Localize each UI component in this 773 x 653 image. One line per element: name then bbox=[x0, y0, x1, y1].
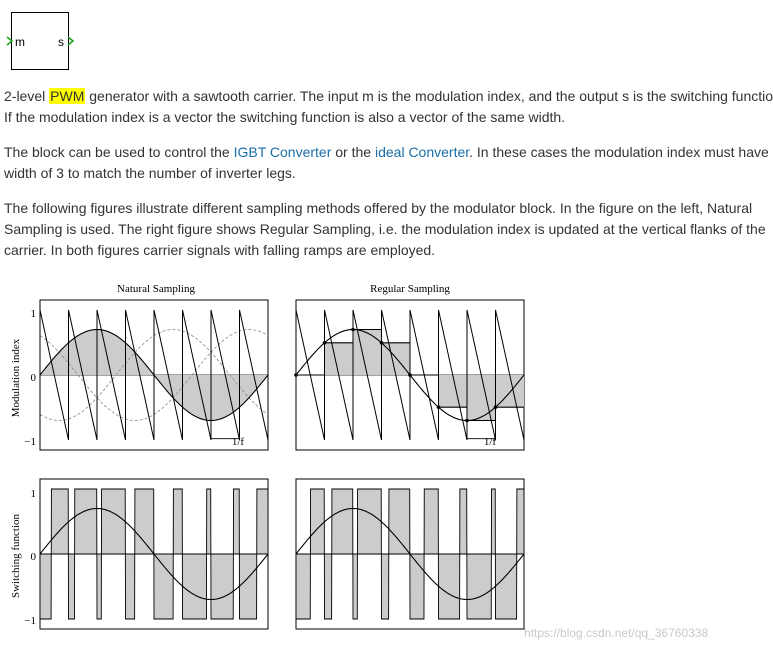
ideal-converter-link[interactable]: ideal Converter bbox=[374, 144, 470, 160]
period-label-right: 1/f bbox=[483, 436, 497, 448]
output-port-label: s bbox=[58, 35, 64, 49]
period-label-left: 1/f bbox=[231, 436, 245, 448]
regular-sampling-switching-panel bbox=[296, 479, 524, 629]
p3-line-1: The following figures illustrate different sampling methods offered by the modulator block. In the figure on the left, Natural bbox=[4, 200, 753, 216]
input-port-arrow-icon bbox=[6, 36, 14, 46]
paragraph-3 bbox=[4, 198, 773, 261]
p1-line-2: If the modulation index is a vector the switching function is also a vector of the same width. bbox=[4, 109, 566, 125]
sampling-figure bbox=[0, 276, 540, 636]
p2-text-start: The block can be used to control the bbox=[4, 144, 234, 160]
p3-line-3: carrier. In both figures carrier signals with falling ramps are employed. bbox=[4, 242, 436, 258]
input-port-label: m bbox=[15, 35, 25, 49]
output-port-arrow-icon bbox=[67, 36, 75, 46]
p2-text-mid: or the bbox=[331, 144, 375, 160]
tick-top-neg: −1 bbox=[24, 436, 36, 448]
regular-sampling-title: Regular Sampling bbox=[370, 283, 450, 295]
regular-sampling-modulation-panel bbox=[294, 300, 524, 450]
p1-text-start: 2-level bbox=[4, 88, 50, 104]
paragraph-1 bbox=[4, 86, 773, 128]
y-axis-label-modulation: Modulation index bbox=[10, 338, 22, 418]
paragraph-2 bbox=[4, 142, 773, 184]
p2-text-end: . In these cases the modulation index must have bbox=[469, 144, 769, 160]
natural-sampling-modulation-panel bbox=[40, 300, 268, 450]
tick-bottom-zero: 0 bbox=[30, 551, 36, 563]
tick-top-zero: 0 bbox=[30, 372, 36, 384]
tick-top-pos: 1 bbox=[30, 308, 36, 320]
igbt-converter-link[interactable]: IGBT Converter bbox=[233, 144, 332, 160]
p1-text-end: generator with a sawtooth carrier. The input m is the modulation index, and the output s is the switching functio bbox=[85, 88, 773, 104]
pwm-block[interactable] bbox=[11, 12, 69, 70]
tick-bottom-pos: 1 bbox=[30, 488, 36, 500]
natural-sampling-title: Natural Sampling bbox=[117, 283, 195, 295]
watermark: https://blog.csdn.net/qq_36760338 bbox=[524, 626, 709, 640]
pwm-highlight: PWM bbox=[50, 88, 85, 104]
p3-line-2: Sampling is used. The right figure shows Regular Sampling, i.e. the modulation index is updated at the vertical flanks of the bbox=[4, 221, 766, 237]
p2-line-2: width of 3 to match the number of inverter legs. bbox=[4, 165, 296, 181]
natural-sampling-switching-panel bbox=[40, 479, 268, 629]
y-axis-label-switching: Switching function bbox=[10, 513, 22, 599]
tick-bottom-neg: −1 bbox=[24, 615, 36, 627]
